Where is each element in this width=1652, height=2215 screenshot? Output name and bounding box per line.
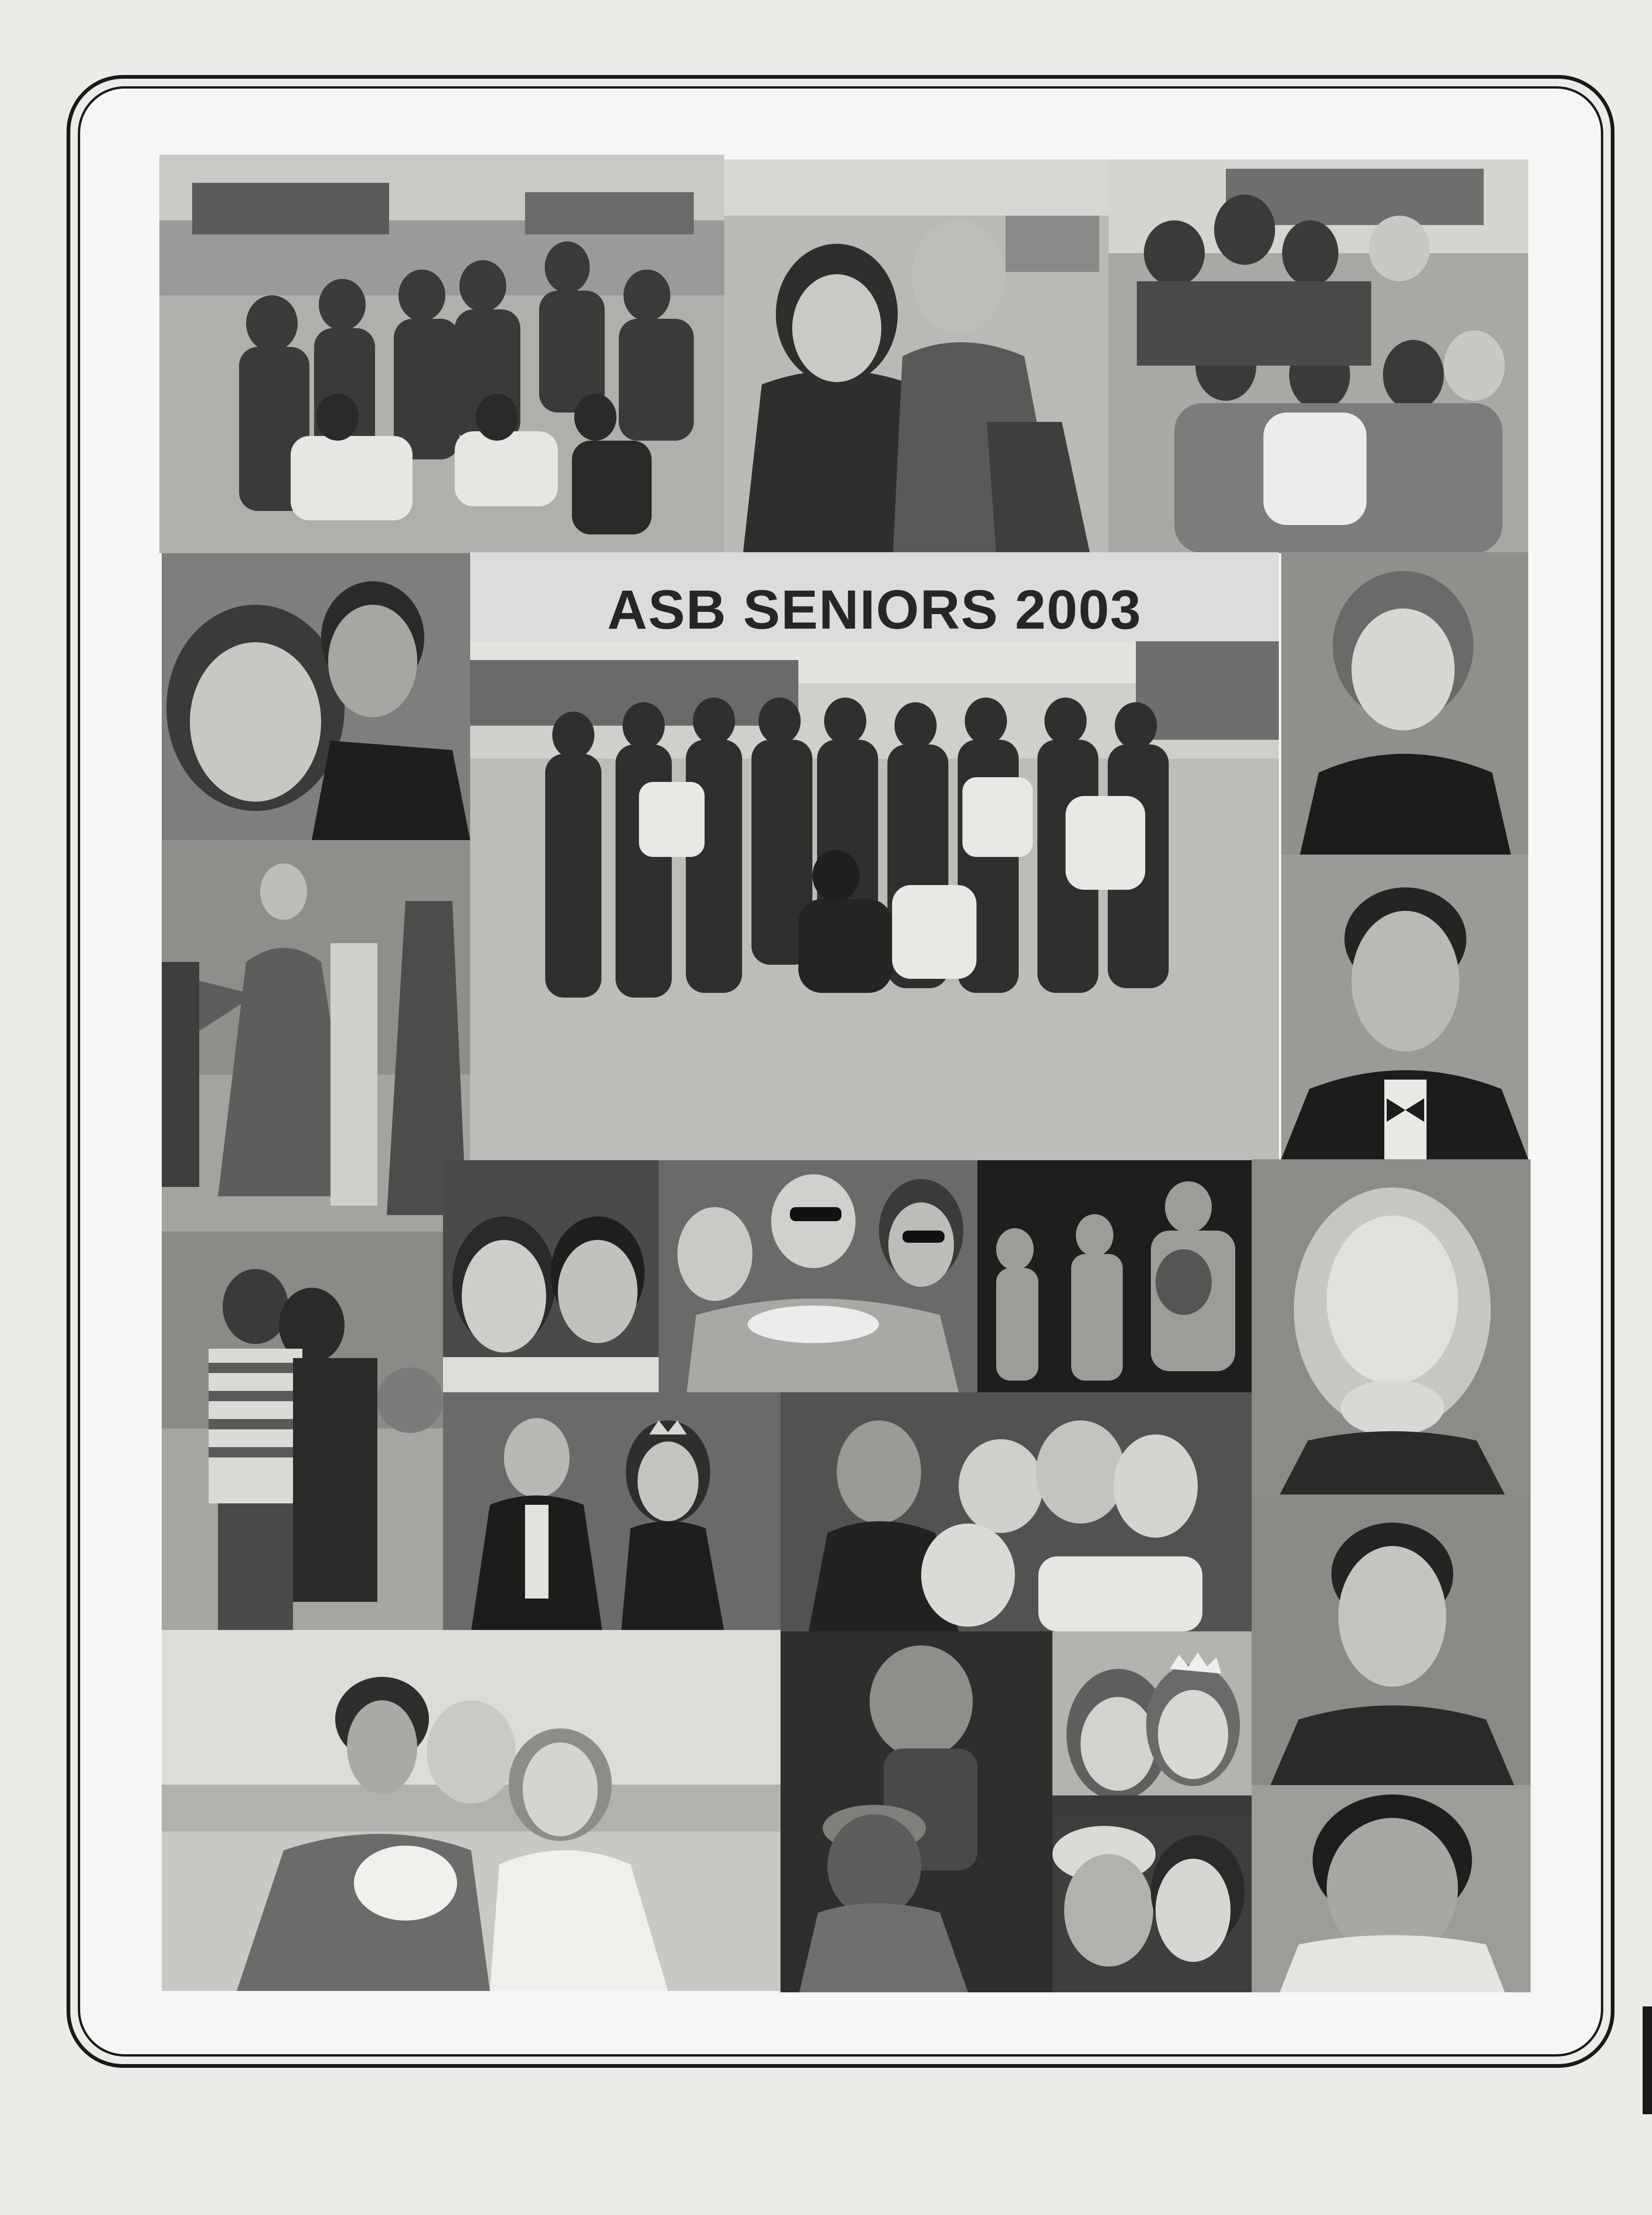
page-title: ASB SENIORS 2003 — [607, 579, 1142, 641]
photo-beach-group — [159, 155, 724, 553]
photo-costume-dance — [162, 840, 470, 1231]
photo-leis-party — [659, 1160, 977, 1392]
photo-child-portrait — [1281, 552, 1528, 855]
photo-two-girls-hug — [162, 1231, 443, 1630]
photo-girls-with-cap — [1052, 1817, 1252, 1992]
title-panel — [470, 552, 1279, 1162]
photo-girls-with-tiaras — [1052, 1631, 1252, 1817]
photo-asb-group — [470, 641, 1279, 1162]
photo-couple-closeup — [162, 553, 470, 840]
photo-girl-portrait — [1252, 1159, 1531, 1494]
photo-couple-smiling — [443, 1160, 659, 1392]
photo-boys-night — [977, 1160, 1252, 1392]
photo-boy-portrait — [1252, 1494, 1531, 1785]
photo-boy-tuxedo-portrait — [1281, 855, 1528, 1159]
photo-child-on-shoulders — [781, 1631, 1052, 1992]
photo-friends-group-close — [781, 1392, 1252, 1631]
photo-baby-portrait — [1252, 1785, 1531, 1992]
photo-three-girls-beach — [162, 1630, 781, 1991]
page-edge-tab — [1643, 2006, 1652, 2114]
photo-friends-with-dog — [1109, 159, 1528, 553]
photo-couple-at-school — [724, 159, 1109, 553]
photo-formal-couple — [443, 1392, 781, 1631]
